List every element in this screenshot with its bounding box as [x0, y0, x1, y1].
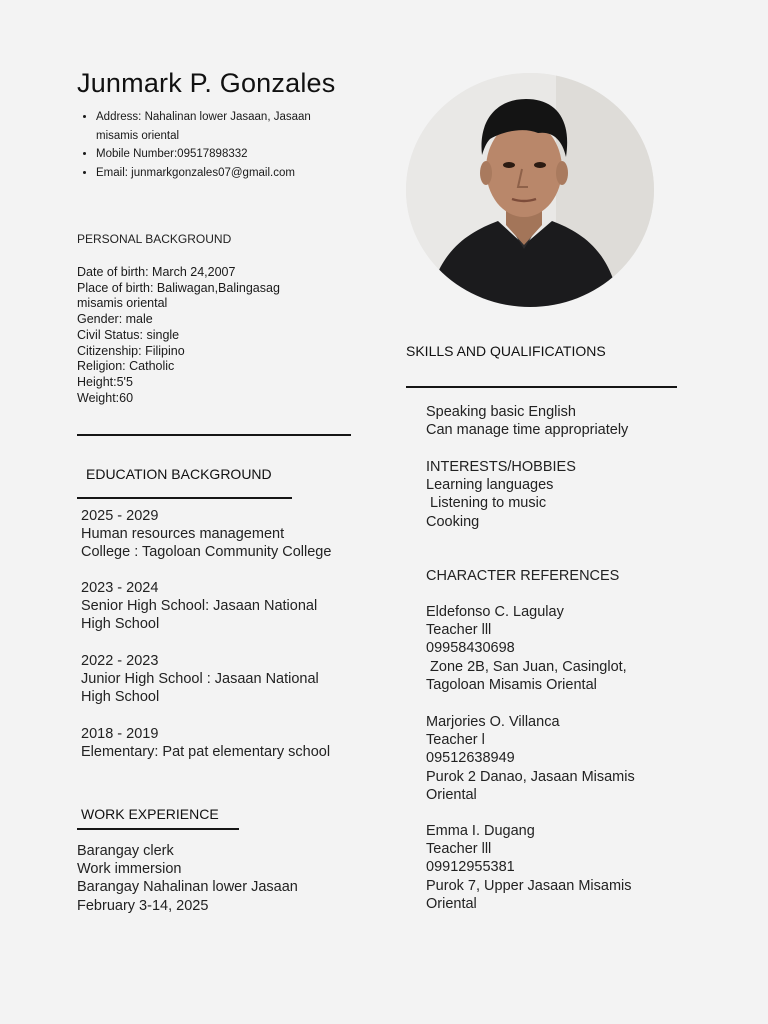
references-heading: CHARACTER REFERENCES: [426, 568, 620, 584]
interests-heading: INTERESTS/HOBBIES: [426, 459, 576, 475]
civil-status: Civil Status: single: [77, 327, 180, 342]
education-entry: [81, 507, 331, 562]
interest-item: Cooking: [426, 513, 480, 530]
education-line: Elementary: Pat pat elementary school: [81, 744, 331, 761]
reference-entry: [426, 822, 632, 913]
reference-phone: 09512638949: [426, 750, 515, 767]
work-line: Barangay Nahalinan lower Jasaan: [77, 879, 298, 896]
reference-position: Teacher l: [426, 732, 485, 749]
divider-line: [77, 828, 239, 830]
interest-item: Listening to music: [426, 495, 547, 512]
education-years: 2022 - 2023: [81, 653, 159, 669]
education-entry: [81, 652, 319, 707]
work-line: Barangay clerk: [77, 843, 174, 859]
reference-address: Tagoloan Misamis Oriental: [426, 676, 597, 693]
contact-address: • Address: Nahalinan lower Jasaan, Jasaan misamis oriental: [96, 108, 356, 145]
personal-background-heading: PERSONAL BACKGROUND: [77, 232, 232, 246]
work-line: Work immersion: [77, 861, 182, 878]
profile-photo: [406, 73, 654, 307]
education-line: Senior High School: Jasaan National: [81, 598, 318, 615]
place-of-birth: Place of birth: Baliwagan,Balingasag: [77, 280, 280, 295]
reference-name: Emma I. Dugang: [426, 823, 535, 839]
interests-section: [426, 458, 576, 531]
divider-line: [77, 497, 292, 499]
religion: Religion: Catholic: [77, 359, 175, 374]
reference-position: Teacher lll: [426, 841, 492, 858]
reference-name: Marjories O. Villanca: [426, 714, 560, 730]
education-entry: [81, 725, 330, 761]
skills-heading: SKILLS AND QUALIFICATIONS: [406, 343, 606, 359]
work-experience-heading: WORK EXPERIENCE: [81, 806, 219, 822]
reference-address: Purok 7, Upper Jasaan Misamis: [426, 877, 632, 894]
education-line: Junior High School : Jasaan National: [81, 671, 319, 688]
contact-mobile: • Mobile Number:09517898332: [96, 145, 356, 164]
reference-name: Eldefonso C. Lagulay: [426, 604, 564, 620]
interest-item: Learning languages: [426, 477, 554, 494]
personal-background-details: [77, 265, 337, 406]
divider-line: [406, 386, 677, 388]
place-of-birth-cont: misamis oriental: [77, 296, 168, 311]
person-avatar-icon: [406, 73, 654, 307]
education-years: 2025 - 2029: [81, 508, 159, 524]
education-entry: [81, 579, 317, 634]
work-experience-details: [77, 842, 298, 915]
education-years: 2023 - 2024: [81, 580, 159, 596]
citizenship: Citizenship: Filipino: [77, 343, 185, 358]
resume-name: Junmark P. Gonzales: [77, 68, 336, 98]
divider-line: [77, 434, 351, 436]
reference-address: Zone 2B, San Juan, Casinglot,: [426, 658, 627, 675]
reference-entry: [426, 713, 635, 804]
reference-address: Oriental: [426, 895, 477, 912]
reference-phone: 09912955381: [426, 859, 515, 876]
contact-list: [77, 108, 356, 182]
reference-entry: [426, 603, 627, 694]
education-heading: EDUCATION BACKGROUND: [86, 466, 272, 482]
reference-address: Purok 2 Danao, Jasaan Misamis: [426, 768, 635, 785]
skill-item: Speaking basic English: [426, 404, 576, 420]
reference-address: Oriental: [426, 786, 477, 803]
gender: Gender: male: [77, 312, 153, 327]
reference-position: Teacher lll: [426, 622, 492, 639]
date-of-birth: Date of birth: March 24,2007: [77, 265, 236, 279]
skill-item: Can manage time appropriately: [426, 422, 629, 439]
weight: Weight:60: [77, 390, 134, 405]
work-line: February 3-14, 2025: [77, 897, 209, 914]
education-line: High School: [81, 616, 160, 633]
skills-list: [426, 403, 628, 439]
education-line: High School: [81, 689, 160, 706]
education-line: Human resources management: [81, 526, 285, 543]
reference-phone: 09958430698: [426, 640, 515, 657]
height: Height:5'5: [77, 374, 133, 389]
contact-email: • Email: junmarkgonzales07@gmail.com: [96, 164, 356, 183]
education-line: College : Tagoloan Community College: [81, 544, 332, 561]
education-years: 2018 - 2019: [81, 726, 159, 742]
